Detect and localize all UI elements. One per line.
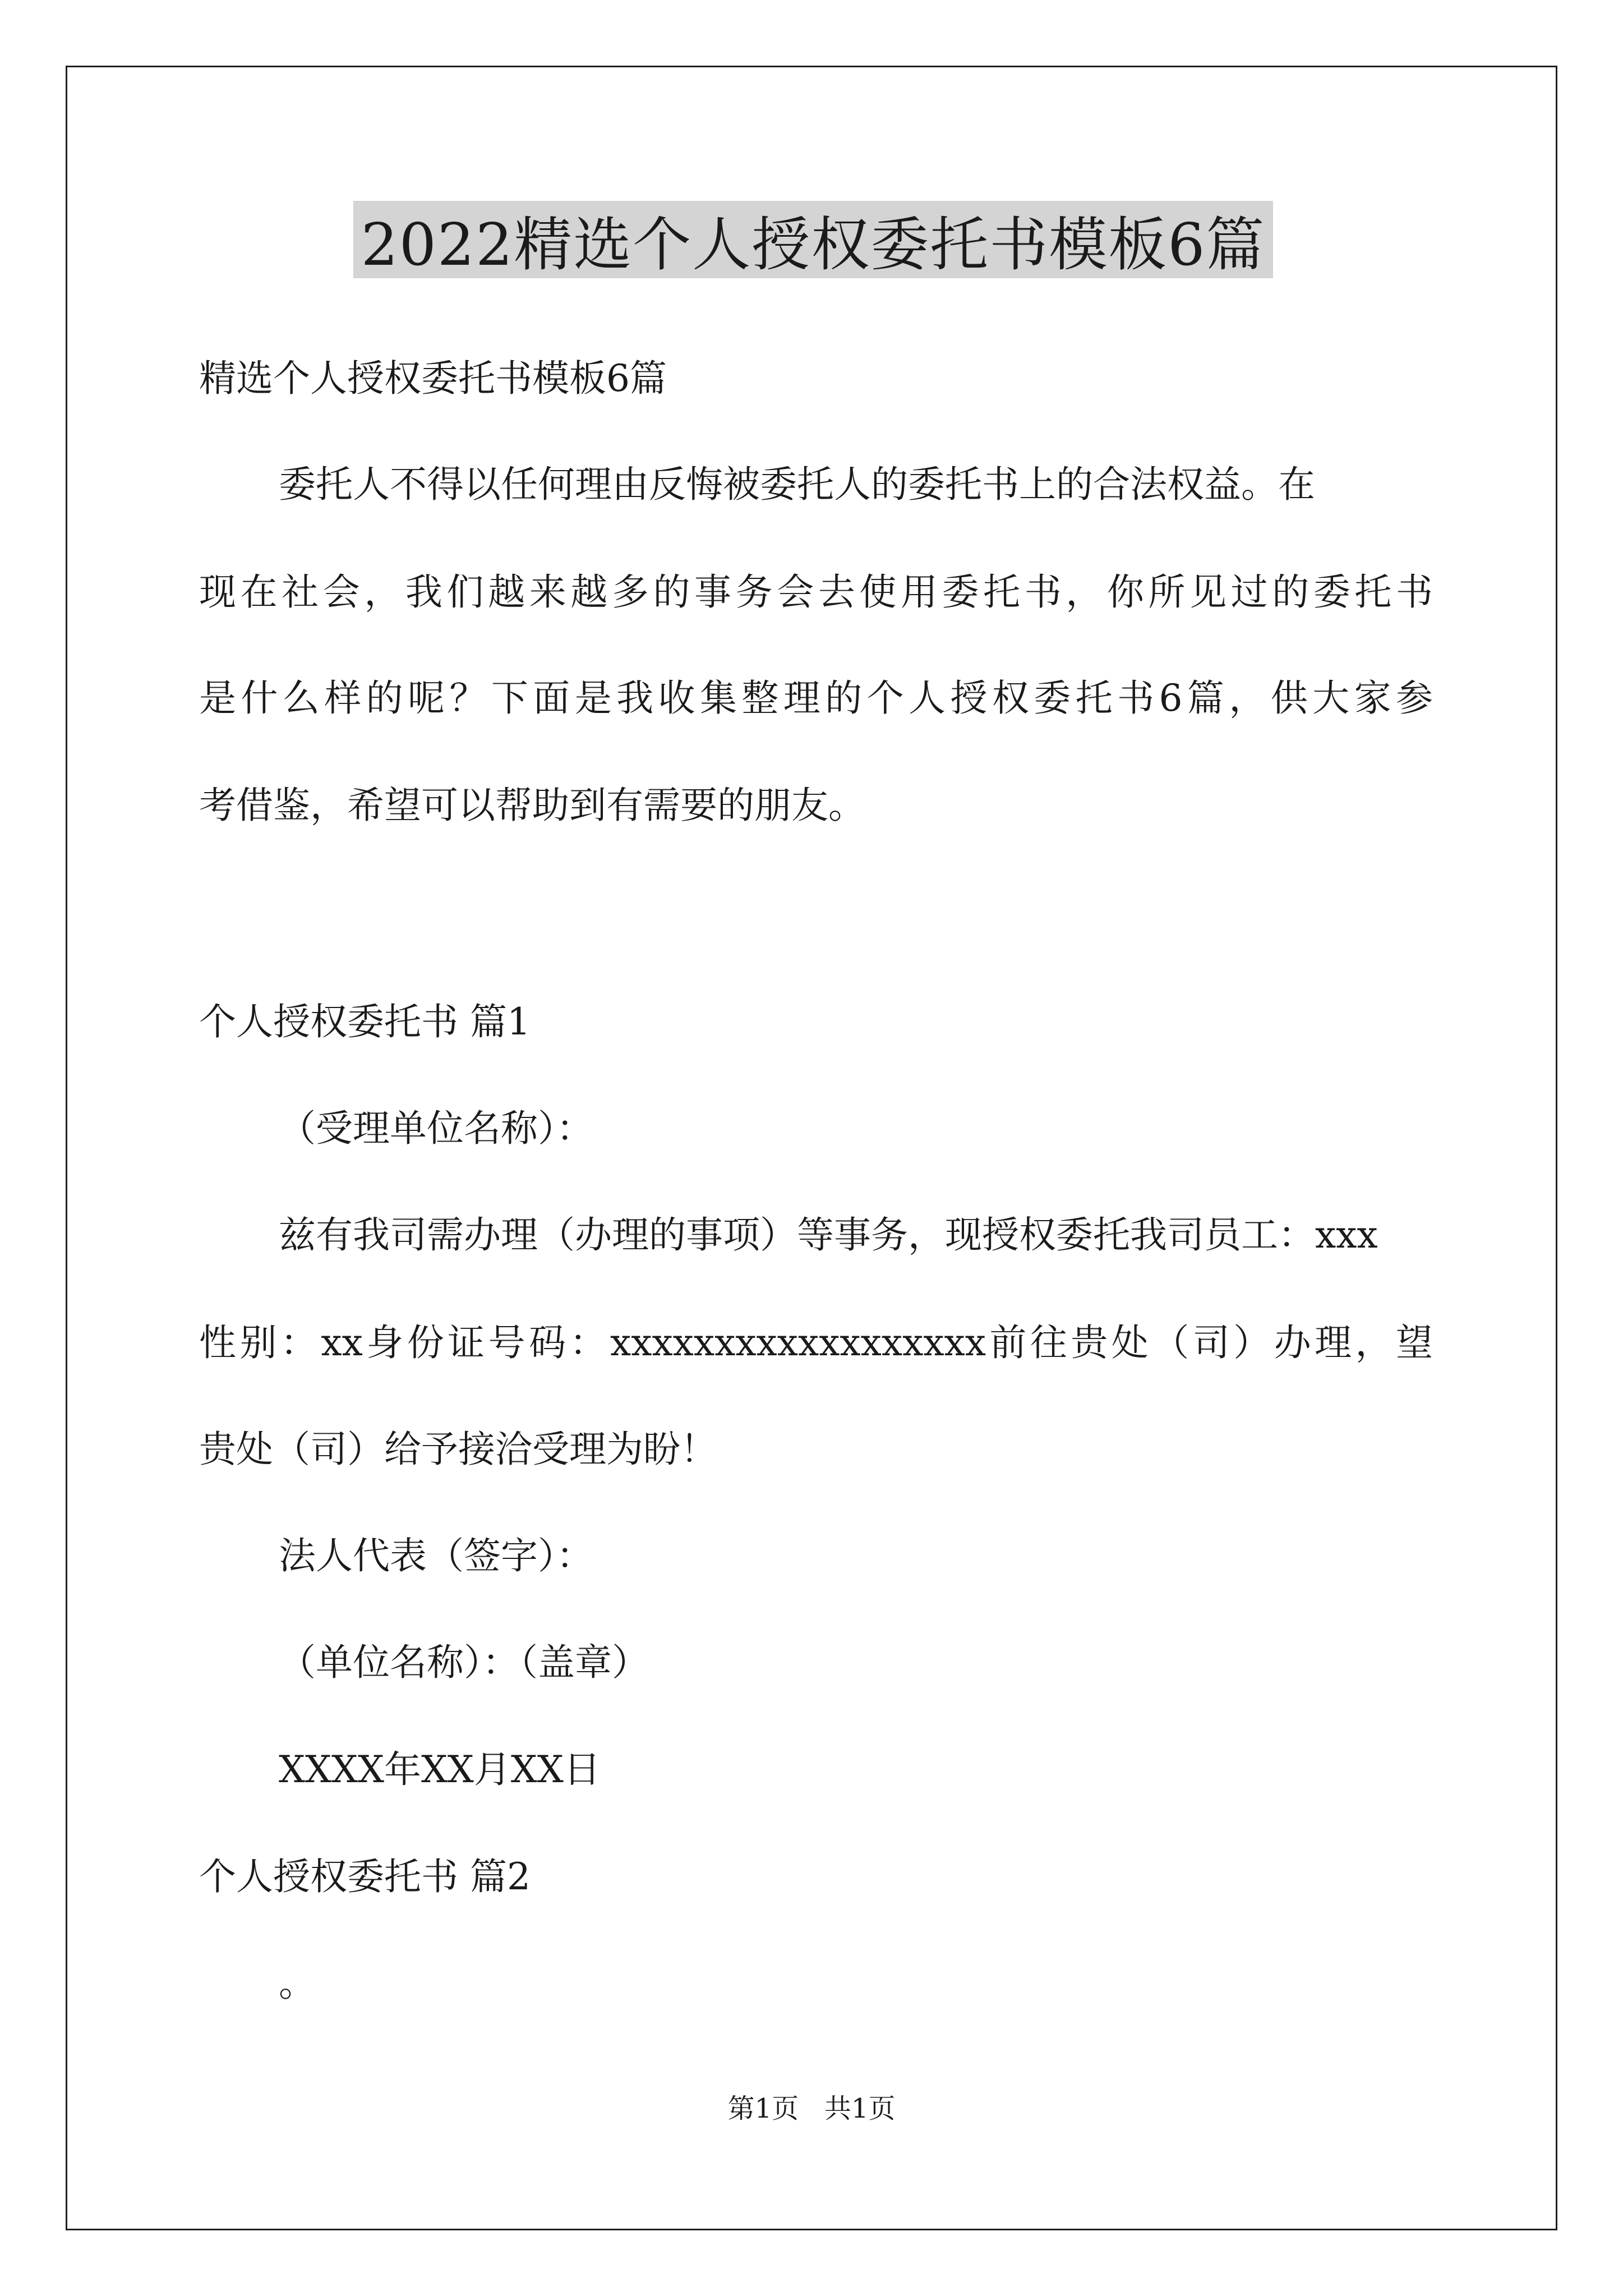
intro-paragraph-line: 现在社会，我们越来越多的事务会去使用委托书，你所见过的委托书 xyxy=(199,570,1433,614)
legal-representative-line: 法人代表（签字）： xyxy=(279,1534,593,1577)
date-line: XXXX年XX月XX日 xyxy=(279,1748,601,1791)
addressee-line: （受理单位名称）： xyxy=(279,1107,593,1150)
body-paragraph-line: 贵处（司）给予接洽受理为盼！ xyxy=(199,1428,717,1471)
intro-paragraph-line: 考借鉴，希望可以帮助到有需要的朋友。 xyxy=(199,784,865,827)
document-title: 2022精选个人授权委托书模板6篇 xyxy=(353,201,1273,278)
body-paragraph-line: 性别：xx身份证号码：xxxxxxxxxxxxxxxxxx前往贵处（司）办理，望 xyxy=(199,1321,1433,1364)
body-paragraph-line: 。 xyxy=(279,1962,316,2005)
section-heading: 个人授权委托书 篇2 xyxy=(199,1855,531,1898)
body-paragraph-line: 兹有我司需办理（办理的事项）等事务，现授权委托我司员工：xxx xyxy=(279,1213,1378,1257)
page-footer: 第1页 共1页 xyxy=(727,2093,896,2124)
section-heading: 个人授权委托书 篇1 xyxy=(199,1000,531,1043)
intro-paragraph-line: 委托人不得以任何理由反悔被委托人的委托书上的合法权益。在 xyxy=(279,463,1315,506)
intro-paragraph-line: 是什么样的呢？下面是我收集整理的个人授权委托书6篇，供大家参 xyxy=(199,677,1433,720)
unit-seal-line: （单位名称）：（盖章） xyxy=(279,1641,649,1684)
document-subtitle: 精选个人授权委托书模板6篇 xyxy=(199,357,667,400)
